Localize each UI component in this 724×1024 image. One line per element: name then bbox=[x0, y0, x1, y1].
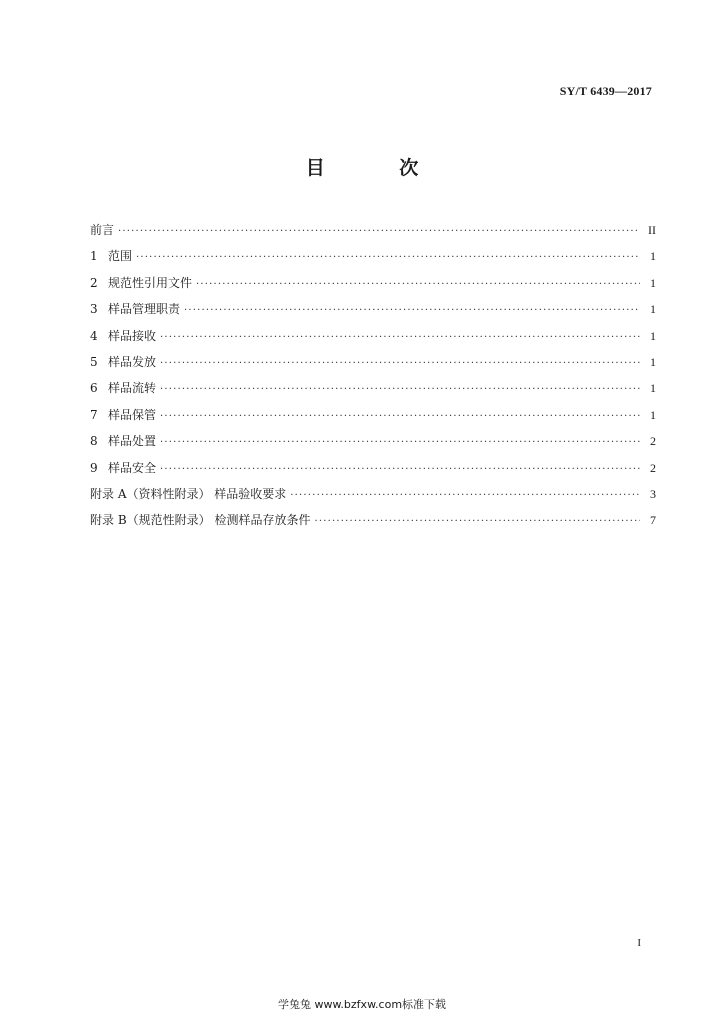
toc-entry-label: 规范性引用文件 bbox=[108, 275, 193, 290]
toc-entry-label: 样品管理职责 bbox=[108, 302, 181, 317]
toc-entry-label: 附录 A（资料性附录） 样品验收要求 bbox=[90, 486, 287, 501]
toc-leader-dots bbox=[160, 409, 640, 425]
toc-entry-annex-b[interactable] bbox=[90, 512, 656, 538]
toc-leader-dots bbox=[160, 462, 640, 478]
toc-entry-page: 2 bbox=[650, 434, 656, 449]
toc-entry-number: 6 bbox=[90, 381, 98, 396]
toc-entry-page: 7 bbox=[650, 513, 656, 528]
toc-leader-dots bbox=[314, 514, 640, 530]
toc-entry-label: 样品安全 bbox=[108, 460, 157, 475]
table-of-contents bbox=[90, 222, 656, 539]
toc-leader-dots bbox=[160, 435, 640, 451]
toc-entry-5[interactable] bbox=[90, 354, 656, 380]
toc-leader-dots bbox=[118, 224, 640, 240]
toc-entry-number: 5 bbox=[90, 354, 98, 369]
toc-entry-label: 附录 B（规范性附录） 检测样品存放条件 bbox=[90, 513, 311, 528]
toc-entry-3[interactable] bbox=[90, 301, 656, 327]
toc-entry-number: 9 bbox=[90, 460, 98, 475]
toc-leader-dots bbox=[160, 330, 640, 346]
toc-entry-label: 样品发放 bbox=[108, 354, 157, 369]
toc-entry-page: 1 bbox=[650, 275, 656, 290]
toc-entry-page: 1 bbox=[650, 302, 656, 317]
toc-entry-foreword[interactable] bbox=[90, 222, 656, 248]
toc-leader-dots bbox=[160, 382, 640, 398]
toc-entry-page: 3 bbox=[650, 486, 656, 501]
toc-entry-page: 1 bbox=[650, 328, 656, 343]
footer-watermark: 学兔兔 www.bzfxw.com标准下载 bbox=[277, 998, 447, 1011]
toc-entry-9[interactable] bbox=[90, 460, 656, 486]
toc-leader-dots bbox=[196, 277, 640, 293]
toc-entry-page: 1 bbox=[650, 407, 656, 422]
toc-entry-page: 1 bbox=[650, 381, 656, 396]
toc-entry-number: 2 bbox=[90, 275, 98, 290]
toc-entry-label: 样品保管 bbox=[108, 407, 157, 422]
toc-entry-annex-a[interactable] bbox=[90, 486, 656, 512]
page-title: 目 次 bbox=[305, 157, 453, 179]
toc-entry-label: 范围 bbox=[108, 249, 133, 264]
toc-entry-page: 1 bbox=[650, 354, 656, 369]
toc-entry-number: 7 bbox=[90, 407, 98, 422]
toc-entry-8[interactable] bbox=[90, 433, 656, 459]
toc-entry-page: 2 bbox=[650, 460, 656, 475]
toc-leader-dots bbox=[160, 356, 640, 372]
toc-entry-4[interactable] bbox=[90, 328, 656, 354]
toc-entry-page: 1 bbox=[650, 249, 656, 264]
standard-number: SY/T 6439—2017 bbox=[559, 84, 652, 98]
toc-entry-label: 样品流转 bbox=[108, 381, 157, 396]
toc-entry-number: 3 bbox=[90, 302, 98, 317]
toc-entry-7[interactable] bbox=[90, 407, 656, 433]
toc-leader-dots bbox=[136, 250, 640, 266]
toc-entry-page: II bbox=[648, 223, 656, 237]
toc-entry-6[interactable] bbox=[90, 380, 656, 406]
toc-entry-label: 样品处置 bbox=[108, 434, 157, 449]
toc-entry-number: 1 bbox=[90, 249, 98, 264]
toc-entry-number: 4 bbox=[90, 328, 98, 343]
toc-leader-dots bbox=[290, 488, 640, 504]
toc-entry-label: 样品接收 bbox=[108, 328, 157, 343]
toc-entry-number: 8 bbox=[90, 434, 98, 449]
toc-leader-dots bbox=[184, 303, 640, 319]
toc-entry-1[interactable] bbox=[90, 248, 656, 274]
toc-entry-2[interactable] bbox=[90, 275, 656, 301]
toc-entry-label: 前言 bbox=[90, 223, 115, 237]
page-number: I bbox=[637, 937, 641, 949]
